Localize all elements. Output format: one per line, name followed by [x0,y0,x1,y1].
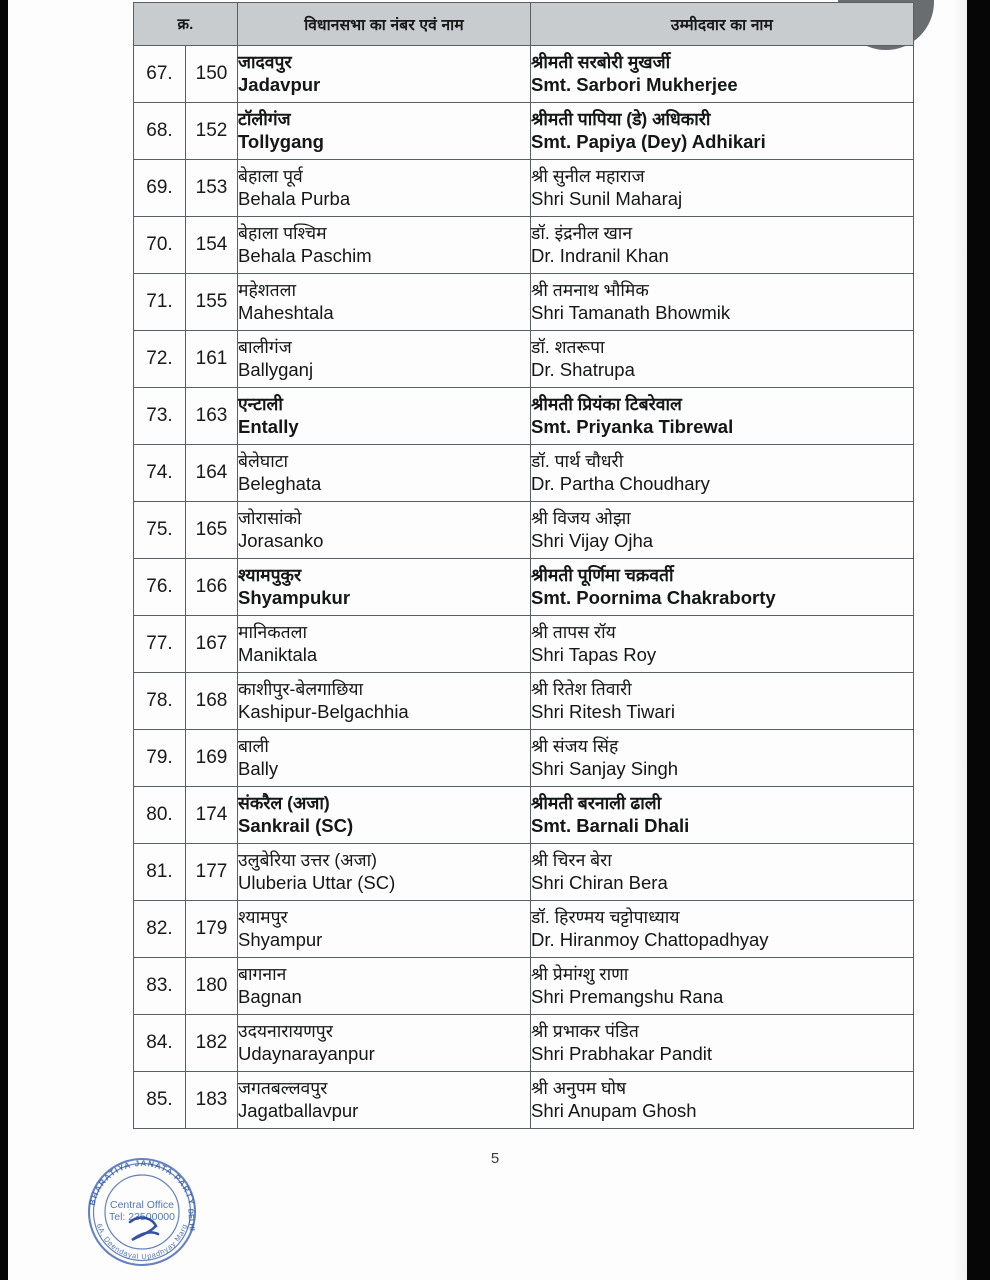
candidate-name-english: Shri Vijay Ojha [531,530,654,552]
seal-outer-bottom-text: 6A, Deendayal Upadhyay Marg [94,1222,190,1262]
candidate-name-english: Shri Prabhakar Pandit [531,1043,712,1065]
table-row [134,46,914,103]
seal-line-2: Tel: 23500000 [109,1211,175,1223]
cell-constituency-number: 177 [186,844,238,901]
candidate-name-hindi: श्री तमनाथ भौमिक [531,279,649,300]
table-row [134,1072,914,1129]
candidate-name-english: Shri Sanjay Singh [531,758,679,780]
candidate-name-hindi: श्री सुनील महाराज [531,165,645,186]
cell-candidate-name [531,502,914,559]
seal-side-text: DELHI [186,1208,197,1232]
cell-constituency-number: 152 [186,103,238,160]
table-row [134,502,914,559]
cell-candidate-name [531,217,914,274]
candidate-name-english: Smt. Barnali Dhali [531,815,690,837]
constituency-name-hindi: बेहाला पश्चिम [238,222,327,243]
cell-constituency-name [238,274,531,331]
constituency-name-english: Behala Purba [238,188,351,210]
constituency-name-hindi: उदयनारायणपुर [238,1020,333,1041]
candidate-name-hindi: श्री अनुपम घोष [531,1077,627,1098]
constituency-name-english: Bally [238,758,279,780]
cell-constituency-number: 169 [186,730,238,787]
cell-constituency-number: 165 [186,502,238,559]
constituency-name-hindi: श्यामपुकुर [238,564,302,585]
cell-candidate-name [531,388,914,445]
candidate-list-table-container [133,2,913,1129]
candidate-name-english: Shri Sunil Maharaj [531,188,683,210]
candidate-list-table [133,2,914,1129]
constituency-name-english: Udaynarayanpur [238,1043,375,1065]
cell-constituency-number: 153 [186,160,238,217]
candidate-name-english: Dr. Indranil Khan [531,245,669,267]
constituency-name-english: Kashipur-Belgachhia [238,701,409,723]
candidate-name-english: Shri Tapas Roy [531,644,657,666]
cell-constituency-name [238,160,531,217]
candidate-name-hindi: श्रीमती पूर्णिमा चक्रवर्ती [531,564,674,585]
cell-constituency-name [238,559,531,616]
seal-outer-top-text: BHARATIYA JANATA PARTY [87,1158,197,1207]
candidate-name-english: Shri Chiran Bera [531,872,668,894]
cell-serial-number: 80. [134,787,186,844]
cell-constituency-number: 161 [186,331,238,388]
cell-constituency-number: 183 [186,1072,238,1129]
cell-constituency-number: 150 [186,46,238,103]
constituency-name-english: Tollygang [238,131,324,153]
cell-constituency-number: 163 [186,388,238,445]
cell-constituency-number: 154 [186,217,238,274]
page-number: 5 [490,1150,500,1167]
candidate-name-hindi: श्री प्रेमांग्शु राणा [531,963,629,984]
table-header-row [134,3,914,46]
constituency-name-hindi: काशीपुर-बेलगाछिया [238,678,364,699]
table-row [134,274,914,331]
table-row [134,217,914,274]
candidate-name-hindi: श्रीमती प्रियंका टिबरेवाल [531,393,682,414]
candidate-name-hindi: श्री चिरन बेरा [531,849,612,870]
cell-constituency-number: 182 [186,1015,238,1072]
cell-serial-number: 84. [134,1015,186,1072]
table-row [134,445,914,502]
cell-serial-number: 74. [134,445,186,502]
candidate-name-hindi: डॉ. इंद्रनील खान [531,222,633,243]
table-row [134,1015,914,1072]
cell-constituency-name [238,958,531,1015]
cell-constituency-name [238,844,531,901]
cell-constituency-name [238,331,531,388]
constituency-name-hindi: उलुबेरिया उत्तर (अजा) [238,849,377,870]
table-row [134,787,914,844]
table-row [134,673,914,730]
table-row [134,331,914,388]
cell-constituency-name [238,787,531,844]
constituency-name-hindi: मानिकतला [238,621,308,642]
cell-serial-number: 78. [134,673,186,730]
candidate-name-english: Dr. Shatrupa [531,359,635,381]
candidate-name-english: Smt. Poornima Chakraborty [531,587,776,609]
cell-constituency-number: 155 [186,274,238,331]
constituency-name-hindi: एन्टाली [238,393,283,414]
cell-constituency-name [238,502,531,559]
cell-constituency-name [238,730,531,787]
constituency-name-english: Beleghata [238,473,322,495]
constituency-name-hindi: जगतबल्लवपुर [238,1077,328,1098]
constituency-name-english: Shyampukur [238,587,351,609]
cell-serial-number: 73. [134,388,186,445]
candidate-name-hindi: डॉ. हिरण्मय चट्टोपाध्याय [531,906,680,927]
constituency-name-hindi: टॉलीगंज [238,108,291,129]
constituency-name-english: Bagnan [238,986,302,1008]
constituency-name-english: Jorasanko [238,530,324,552]
cell-candidate-name [531,274,914,331]
cell-constituency-number: 166 [186,559,238,616]
cell-candidate-name [531,901,914,958]
column-header-constituency: विधानसभा का नंबर एवं नाम [238,3,531,46]
candidate-name-english: Shri Ritesh Tiwari [531,701,675,723]
candidate-name-hindi: श्री विजय ओझा [531,507,631,528]
table-row [134,616,914,673]
candidate-name-hindi: श्रीमती सरबोरी मुखर्जी [531,51,671,72]
cell-serial-number: 77. [134,616,186,673]
cell-constituency-name [238,1015,531,1072]
constituency-name-english: Maniktala [238,644,318,666]
column-header-candidate: उम्मीदवार का नाम [531,3,914,46]
cell-candidate-name [531,787,914,844]
cell-constituency-name [238,445,531,502]
cell-serial-number: 71. [134,274,186,331]
table-header [134,3,914,46]
table-row [134,730,914,787]
seal-line-1: Central Office [110,1199,174,1211]
constituency-name-hindi: जादवपुर [238,51,292,72]
constituency-name-english: Shyampur [238,929,323,951]
cell-constituency-name [238,1072,531,1129]
candidate-name-hindi: श्री रितेश तिवारी [531,678,632,699]
cell-candidate-name [531,1015,914,1072]
constituency-name-english: Jagatballavpur [238,1100,359,1122]
cell-serial-number: 68. [134,103,186,160]
cell-serial-number: 83. [134,958,186,1015]
right-scan-edge-band [967,0,990,1280]
candidate-name-hindi: श्रीमती बरनाली ढाली [531,792,662,813]
cell-serial-number: 82. [134,901,186,958]
cell-candidate-name [531,331,914,388]
seal-graphic [78,1148,206,1274]
right-edge-shadow [953,0,967,1280]
cell-serial-number: 81. [134,844,186,901]
candidate-name-hindi: श्रीमती पापिया (डे) अधिकारी [531,108,711,129]
candidate-name-english: Shri Premangshu Rana [531,986,724,1008]
constituency-name-english: Sankrail (SC) [238,815,354,837]
cell-candidate-name [531,673,914,730]
cell-constituency-name [238,388,531,445]
constituency-name-english: Behala Paschim [238,245,372,267]
constituency-name-hindi: बागनान [238,963,287,984]
candidate-name-english: Smt. Papiya (Dey) Adhikari [531,131,766,153]
candidate-name-english: Shri Tamanath Bhowmik [531,302,731,324]
table-row [134,901,914,958]
constituency-name-hindi: श्यामपुर [238,906,288,927]
cell-constituency-number: 174 [186,787,238,844]
table-row [134,103,914,160]
constituency-name-hindi: जोरासांको [238,507,302,528]
cell-candidate-name [531,559,914,616]
cell-constituency-number: 164 [186,445,238,502]
candidate-name-hindi: डॉ. शतरूपा [531,336,605,357]
candidate-name-hindi: डॉ. पार्थ चौधरी [531,450,624,471]
cell-constituency-number: 168 [186,673,238,730]
constituency-name-hindi: बेलेघाटा [238,450,289,471]
table-body [134,46,914,1129]
constituency-name-english: Ballyganj [238,359,314,381]
cell-candidate-name [531,46,914,103]
candidate-name-hindi: श्री संजय सिंह [531,735,619,756]
candidate-name-english: Dr. Partha Choudhary [531,473,710,495]
candidate-name-hindi: श्री तापस रॉय [531,621,616,642]
candidate-name-hindi: श्री प्रभाकर पंडित [531,1020,639,1041]
left-scan-edge-band [0,0,8,1280]
constituency-name-english: Jadavpur [238,74,321,96]
constituency-name-hindi: संकरैल (अजा) [238,792,330,813]
cell-serial-number: 75. [134,502,186,559]
cell-serial-number: 85. [134,1072,186,1129]
cell-candidate-name [531,160,914,217]
candidate-name-english: Smt. Sarbori Mukherjee [531,74,738,96]
cell-candidate-name [531,844,914,901]
cell-serial-number: 76. [134,559,186,616]
constituency-name-english: Entally [238,416,299,438]
cell-candidate-name [531,1072,914,1129]
bjp-office-seal-stamp [78,1148,206,1274]
candidate-name-english: Smt. Priyanka Tibrewal [531,416,734,438]
cell-constituency-name [238,46,531,103]
table-row [134,388,914,445]
constituency-name-english: Uluberia Uttar (SC) [238,872,396,894]
constituency-name-hindi: बेहाला पूर्व [238,165,303,186]
candidate-name-english: Dr. Hiranmoy Chattopadhyay [531,929,769,951]
cell-candidate-name [531,730,914,787]
cell-constituency-name [238,901,531,958]
table-row [134,844,914,901]
cell-constituency-name [238,103,531,160]
table-row [134,958,914,1015]
cell-constituency-number: 167 [186,616,238,673]
cell-serial-number: 67. [134,46,186,103]
cell-constituency-number: 179 [186,901,238,958]
cell-candidate-name [531,103,914,160]
cell-constituency-name [238,217,531,274]
candidate-name-english: Shri Anupam Ghosh [531,1100,697,1122]
cell-constituency-number: 180 [186,958,238,1015]
constituency-name-english: Maheshtala [238,302,334,324]
constituency-name-hindi: महेशतला [238,279,297,300]
constituency-name-hindi: बाली [238,735,269,756]
cell-serial-number: 79. [134,730,186,787]
cell-candidate-name [531,445,914,502]
cell-serial-number: 72. [134,331,186,388]
cell-candidate-name [531,958,914,1015]
cell-constituency-name [238,616,531,673]
cell-serial-number: 69. [134,160,186,217]
constituency-name-hindi: बालीगंज [238,336,292,357]
cell-constituency-name [238,673,531,730]
column-header-serial: क्र. [134,3,238,46]
table-row [134,559,914,616]
cell-serial-number: 70. [134,217,186,274]
table-row [134,160,914,217]
cell-candidate-name [531,616,914,673]
